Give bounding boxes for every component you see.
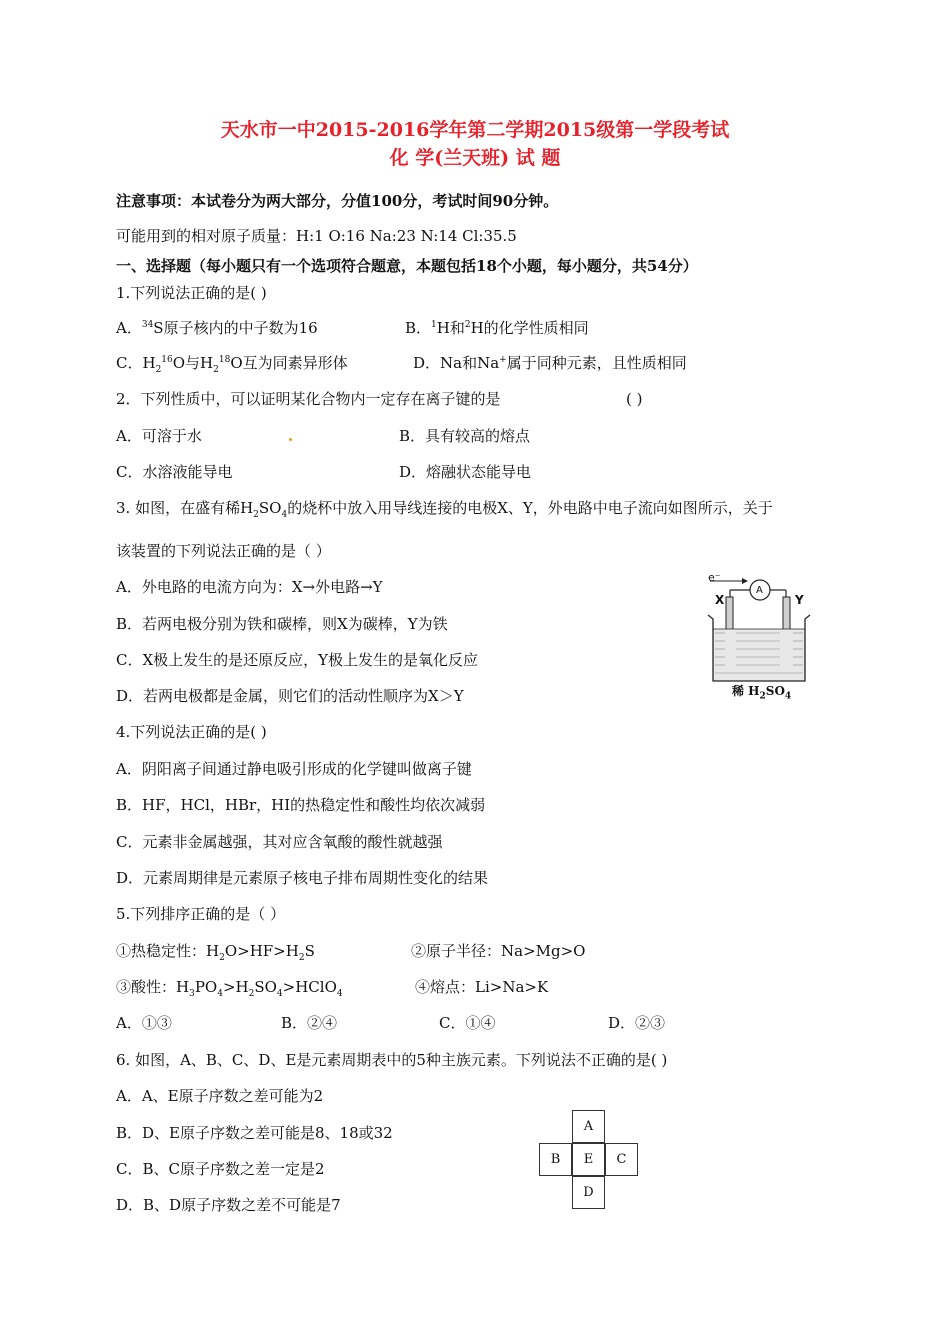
- q6-option-b: B．D、E原子序数之差可能是8、18或32: [116, 1124, 393, 1142]
- q2-option-d: D．熔融状态能导电: [399, 463, 532, 481]
- q2-option-a: A．可溶于水: [116, 427, 202, 445]
- q5-stem: 5.下列排序正确的是（ ）: [116, 905, 286, 923]
- q5-option-a: A．①③: [116, 1014, 172, 1032]
- q1-option-a: A．$^{34}$S原子核内的中子数为16: [116, 319, 318, 337]
- q2-option-b: B．具有较高的熔点: [399, 427, 531, 445]
- q5-item-4: ④熔点：Li>Na>K: [415, 978, 549, 996]
- electrode-x-label: X: [715, 593, 725, 607]
- galvanic-cell-figure: [698, 571, 820, 701]
- q2-stem: 2．下列性质中，可以证明某化合物内一定存在离子键的是: [116, 390, 501, 408]
- section-heading: 一、选择题（每小题只有一个选项符合题意，本题包括18个小题，每小题分，共54分）: [116, 257, 698, 275]
- q4-option-b: B．HF，HCl，HBr，HI的热稳定性和酸性均依次减弱: [116, 796, 486, 814]
- q3-stem-line1: 3. 如图，在盛有稀$H_2SO_4$的烧杯中放入用导线连接的电极X、Y，外电路中电子流向如图所示，关于: [116, 499, 773, 520]
- cell-c: C: [605, 1143, 638, 1176]
- cell-e: E: [572, 1143, 605, 1176]
- q3-option-a: A．外电路的电流方向为：X→外电路→Y: [116, 578, 383, 596]
- q2-answer-paren: ( ): [626, 390, 643, 408]
- q3-option-b: B．若两电极分别为铁和碳棒，则X为碳棒，Y为铁: [116, 615, 448, 633]
- q5-option-c: C．①④: [439, 1014, 496, 1032]
- q3-option-c: C．X极上发生的是还原反应，Y极上发生的是氧化反应: [116, 651, 479, 669]
- speck-mark: [289, 438, 292, 441]
- q4-option-c: C．元素非金属越强，其对应含氧酸的酸性就越强: [116, 833, 443, 851]
- q3-option-d: D．若两电极都是金属，则它们的活动性顺序为X＞Y: [116, 687, 464, 705]
- q5-option-d: D．②③: [608, 1014, 666, 1032]
- cell-d: D: [572, 1176, 605, 1209]
- q3-stem-line2: 该装置的下列说法正确的是（ ）: [116, 542, 331, 560]
- q6-option-c: C．B、C原子序数之差一定是2: [116, 1160, 325, 1178]
- q5-item-3: ③酸性：$H_3PO_4>H_2SO_4>HClO_4$: [116, 978, 343, 999]
- q5-option-b: B．②④: [281, 1014, 338, 1032]
- q6-option-a: A．A、E原子序数之差可能为2: [116, 1087, 324, 1105]
- cell-a: A: [572, 1110, 605, 1143]
- electron-flow-arrow-icon: [742, 578, 748, 584]
- q4-stem: 4.下列说法正确的是( ): [116, 723, 267, 741]
- q6-option-d: D．B、D原子序数之差不可能是7: [116, 1196, 341, 1214]
- q5-item-2: ②原子半径：Na>Mg>O: [411, 942, 586, 960]
- ammeter-label: A: [756, 585, 763, 596]
- solution-label: 稀 $H_2SO_4$: [732, 684, 792, 702]
- periodic-cross-figure: [538, 1108, 638, 1208]
- q5-item-1: ①热稳定性：$H_2O>HF>H_2S$: [116, 942, 315, 963]
- notice: 注意事项：本试卷分为两大部分，分值100分，考试时间90分钟。: [116, 192, 559, 210]
- q6-stem: 6. 如图，A、B、C、D、E是元素周期表中的5种主族元素。下列说法不正确的是( ): [116, 1051, 668, 1069]
- electron-label: e⁻: [708, 571, 721, 584]
- exam-title: 天水市一中2015-2016学年第二学期2015级第一学段考试: [220, 119, 730, 141]
- q1-option-b: B．$^1$H和$^2$H的化学性质相同: [405, 319, 589, 337]
- exam-subtitle: 化 学(兰天班) 试 题: [389, 147, 561, 169]
- q2-option-c: C．水溶液能导电: [116, 463, 233, 481]
- q1-stem: 1.下列说法正确的是( ): [116, 284, 267, 302]
- cell-b: B: [539, 1143, 572, 1176]
- q4-option-a: A．阴阳离子间通过静电吸引形成的化学键叫做离子键: [116, 760, 472, 778]
- atomic-masses: 可能用到的相对原子质量：H:1 O:16 Na:23 N:14 Cl:35.5: [116, 227, 517, 245]
- q1-option-c: C．$H_2^{16}O$与$H_2^{18}O$互为同素异形体: [116, 354, 348, 375]
- electrode-y-label: Y: [795, 593, 804, 607]
- q4-option-d: D．元素周期律是元素原子核电子排布周期性变化的结果: [116, 869, 489, 887]
- q1-option-d: D．Na和Na+属于同种元素，且性质相同: [413, 354, 687, 372]
